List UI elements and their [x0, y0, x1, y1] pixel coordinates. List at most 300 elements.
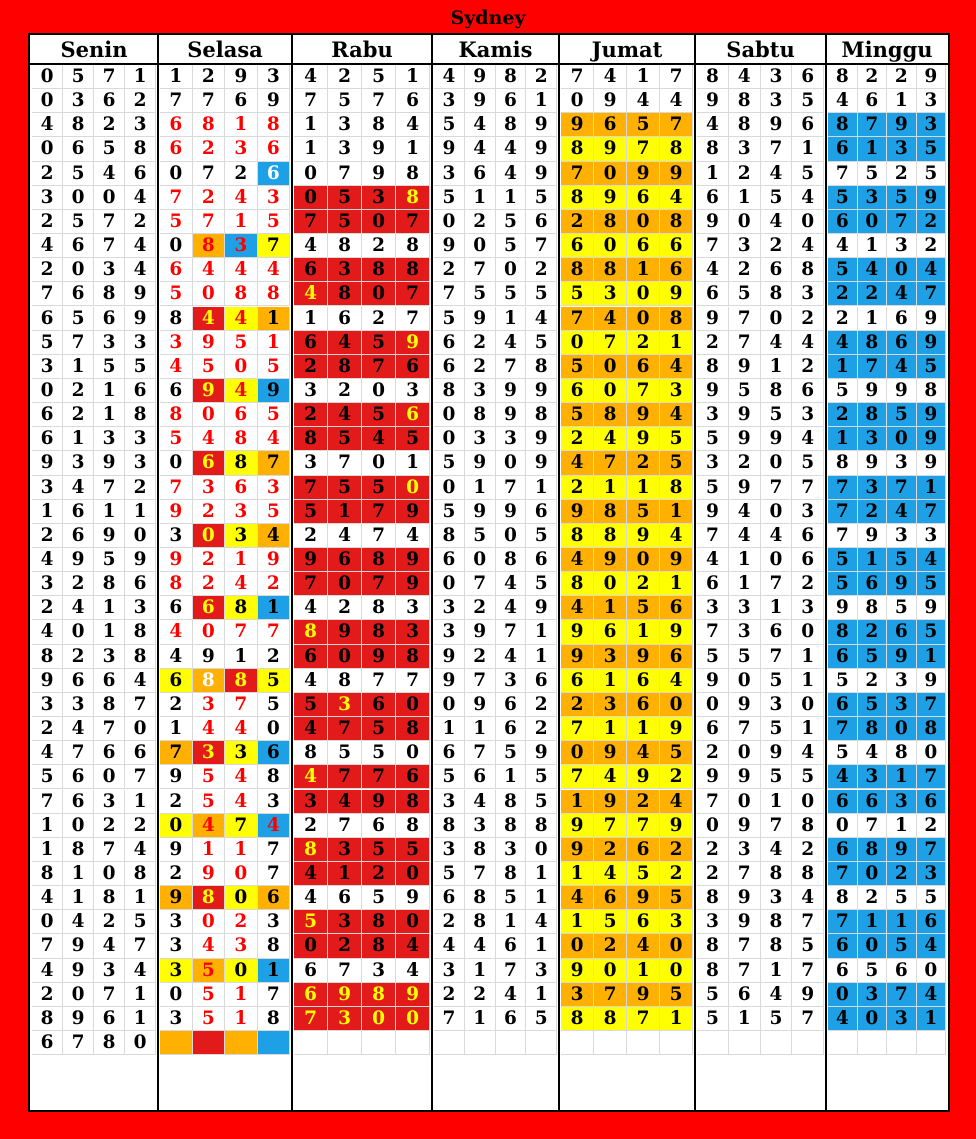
digit-cell: 8 [32, 645, 63, 669]
digit-cell: 8 [828, 886, 858, 910]
digit-cell: 7 [496, 620, 527, 644]
digit-cell: 6 [294, 258, 328, 282]
digit-cell: 6 [627, 186, 660, 210]
digit-cell: 8 [729, 113, 761, 137]
digit-cell: 9 [526, 162, 557, 186]
digit-cell: 1 [858, 548, 888, 572]
digit-cell: 3 [362, 959, 396, 983]
digit-cell: 8 [917, 379, 947, 403]
digit-cell: 3 [858, 186, 888, 210]
digit-cell: 4 [660, 790, 693, 814]
digit-cell: 3 [328, 693, 362, 717]
digit-cell: 9 [917, 65, 947, 89]
digit-cell: 5 [858, 162, 888, 186]
digit-cell: 0 [561, 934, 594, 958]
digit-cell: 9 [526, 379, 557, 403]
digit-cell: 5 [258, 210, 291, 234]
digit-cell: 4 [328, 790, 362, 814]
digit-cell: 7 [627, 814, 660, 838]
digit-cell: 1 [465, 476, 496, 500]
digit-cell: 3 [94, 258, 125, 282]
digit-cell: 3 [328, 137, 362, 161]
digit-cell: 9 [697, 89, 729, 113]
column-header-jumat: Jumat [559, 35, 695, 65]
digit-cell: 3 [328, 1007, 362, 1031]
digit-cell: 0 [792, 693, 824, 717]
digit-cell: 0 [729, 210, 761, 234]
digit-cell: 6 [465, 765, 496, 789]
digit-cell: 3 [160, 524, 193, 548]
digit-cell: 4 [496, 983, 527, 1007]
digit-cell: 3 [294, 451, 328, 475]
digit-cell: 5 [828, 669, 858, 693]
digit-cell: 8 [225, 282, 258, 306]
digit-cell: 3 [125, 451, 156, 475]
digit-cell: 6 [63, 669, 94, 693]
digit-cell: 2 [32, 983, 63, 1007]
digit-cell: 0 [627, 282, 660, 306]
digit-cell: 0 [697, 693, 729, 717]
digit-cell: 6 [761, 258, 793, 282]
digit-cell: 3 [594, 645, 627, 669]
digit-cell: 9 [125, 548, 156, 572]
digit-cell: 9 [887, 572, 917, 596]
digit-cell: 8 [294, 427, 328, 451]
digit-cell: 5 [496, 282, 527, 306]
digit-cell: 0 [434, 693, 465, 717]
digit-cell: 7 [561, 717, 594, 741]
digit-cell: 4 [828, 89, 858, 113]
digit-cell: 4 [328, 331, 362, 355]
digit-cell: 1 [887, 814, 917, 838]
digit-cell: 7 [258, 983, 291, 1007]
digit-cell: 7 [627, 1007, 660, 1031]
digit-cell: 5 [858, 959, 888, 983]
digit-cell: 4 [858, 741, 888, 765]
digit-cell: 8 [660, 307, 693, 331]
digit-cell: 9 [526, 427, 557, 451]
digit-cell: 1 [63, 886, 94, 910]
digit-cell: 8 [328, 669, 362, 693]
digit-cell: 3 [225, 741, 258, 765]
digit-cell: 7 [160, 476, 193, 500]
digit-cell: 5 [362, 741, 396, 765]
digit-cell: 4 [660, 89, 693, 113]
digit-cell: 5 [526, 1007, 557, 1031]
digit-cell: 4 [526, 307, 557, 331]
digit-cell: 2 [125, 210, 156, 234]
digit-cell: 1 [526, 934, 557, 958]
digit-cell: 2 [294, 403, 328, 427]
column-separator [291, 35, 293, 1110]
digit-cell: 8 [594, 403, 627, 427]
digit-cell: 5 [660, 741, 693, 765]
digit-cell: 9 [160, 886, 193, 910]
digit-cell: 9 [63, 548, 94, 572]
digit-cell: 5 [63, 307, 94, 331]
digit-cell: 8 [561, 137, 594, 161]
digit-cell: 9 [496, 500, 527, 524]
digit-cell: 0 [792, 790, 824, 814]
digit-cell: 9 [594, 137, 627, 161]
digit-cell: 6 [561, 669, 594, 693]
digit-cell: 4 [627, 934, 660, 958]
digit-cell: 3 [526, 959, 557, 983]
digit-cell: 6 [328, 307, 362, 331]
digit-cell: 2 [193, 500, 226, 524]
digit-cell: 1 [434, 717, 465, 741]
digit-cell [660, 1031, 693, 1055]
digit-cell: 7 [94, 210, 125, 234]
digit-cell: 2 [94, 910, 125, 934]
digit-cell: 6 [761, 620, 793, 644]
digit-cell: 7 [729, 934, 761, 958]
digit-cell: 8 [362, 258, 396, 282]
digit-cell: 9 [561, 838, 594, 862]
digit-cell: 9 [761, 741, 793, 765]
digit-cell [225, 1031, 258, 1055]
digit-cell: 4 [225, 258, 258, 282]
digit-cell: 7 [792, 1007, 824, 1031]
digit-cell: 0 [496, 451, 527, 475]
digit-cell: 6 [887, 620, 917, 644]
digit-cell: 6 [526, 500, 557, 524]
digit-cell: 7 [561, 65, 594, 89]
digit-cell [729, 1031, 761, 1055]
digit-cell: 1 [887, 765, 917, 789]
digit-cell: 3 [362, 186, 396, 210]
digit-cell: 7 [160, 186, 193, 210]
digit-cell: 6 [294, 645, 328, 669]
digit-cell: 1 [225, 838, 258, 862]
digit-cell: 8 [125, 620, 156, 644]
digit-cell: 0 [396, 1007, 430, 1031]
digit-cell: 3 [887, 790, 917, 814]
digit-cell: 4 [561, 596, 594, 620]
digit-cell: 5 [258, 355, 291, 379]
digit-cell: 0 [94, 862, 125, 886]
digit-cell: 4 [729, 524, 761, 548]
digit-cell: 4 [496, 572, 527, 596]
digit-cell: 2 [917, 234, 947, 258]
digit-cell: 5 [561, 403, 594, 427]
digit-cell: 4 [63, 476, 94, 500]
digit-cell: 6 [160, 669, 193, 693]
digit-cell: 9 [917, 307, 947, 331]
digit-cell: 1 [496, 186, 527, 210]
digit-cell: 8 [225, 451, 258, 475]
digit-cell: 4 [697, 113, 729, 137]
digit-cell: 7 [561, 765, 594, 789]
digit-cell: 6 [627, 838, 660, 862]
digit-cell: 6 [160, 137, 193, 161]
digit-cell: 5 [94, 137, 125, 161]
digit-cell: 9 [362, 162, 396, 186]
digit-cell: 9 [434, 645, 465, 669]
digit-cell: 7 [465, 741, 496, 765]
digit-cell: 8 [362, 620, 396, 644]
digit-cell: 0 [396, 476, 430, 500]
digit-cell: 0 [627, 210, 660, 234]
digit-cell: 1 [225, 210, 258, 234]
digit-cell: 6 [434, 355, 465, 379]
digit-cell: 4 [225, 186, 258, 210]
digit-cell: 8 [258, 282, 291, 306]
digit-cell: 2 [63, 572, 94, 596]
digit-cell: 6 [697, 186, 729, 210]
digit-cell: 8 [858, 331, 888, 355]
digit-cell: 5 [761, 403, 793, 427]
digit-cell: 7 [761, 476, 793, 500]
digit-cell: 7 [561, 162, 594, 186]
digit-cell: 0 [594, 162, 627, 186]
digit-cell: 3 [697, 596, 729, 620]
digit-cell: 4 [594, 65, 627, 89]
digit-cell: 2 [697, 741, 729, 765]
digit-cell: 7 [792, 910, 824, 934]
digit-cell: 4 [761, 524, 793, 548]
digit-cell: 4 [294, 717, 328, 741]
digit-cell: 7 [362, 89, 396, 113]
digit-cell: 8 [258, 113, 291, 137]
digit-cell: 7 [362, 765, 396, 789]
digit-cell: 4 [396, 934, 430, 958]
digit-cell: 9 [362, 790, 396, 814]
digit-cell: 8 [561, 572, 594, 596]
digit-cell: 4 [125, 838, 156, 862]
digit-cell: 4 [828, 1007, 858, 1031]
digit-cell: 1 [465, 717, 496, 741]
digit-cell [258, 1031, 291, 1055]
digit-cell: 1 [858, 234, 888, 258]
digit-cell: 9 [729, 427, 761, 451]
digit-cell: 8 [396, 186, 430, 210]
column-separator [157, 35, 159, 1110]
digit-cell: 3 [660, 910, 693, 934]
digit-cell: 0 [858, 934, 888, 958]
digit-cell: 6 [294, 983, 328, 1007]
digit-cell: 9 [697, 210, 729, 234]
digit-cell: 4 [627, 741, 660, 765]
digit-cell: 7 [917, 282, 947, 306]
digit-cell: 5 [396, 427, 430, 451]
digit-cell: 7 [94, 234, 125, 258]
digit-cell: 8 [697, 934, 729, 958]
digit-cell: 0 [761, 548, 793, 572]
digit-cell: 9 [125, 282, 156, 306]
digit-cell: 8 [362, 596, 396, 620]
digit-cell: 8 [594, 1007, 627, 1031]
digit-cell: 1 [225, 1007, 258, 1031]
digit-cell: 9 [225, 65, 258, 89]
digit-cell: 1 [258, 959, 291, 983]
digit-cell: 8 [63, 113, 94, 137]
digit-cell: 5 [362, 65, 396, 89]
digit-cell: 8 [160, 572, 193, 596]
digit-cell: 8 [160, 403, 193, 427]
digit-cell: 4 [294, 765, 328, 789]
digit-cell: 6 [496, 1007, 527, 1031]
digit-cell: 6 [63, 137, 94, 161]
digit-cell: 5 [160, 282, 193, 306]
digit-cell: 6 [792, 548, 824, 572]
digit-cell: 2 [32, 210, 63, 234]
digit-cell: 8 [594, 524, 627, 548]
digit-cell: 7 [828, 910, 858, 934]
digit-cell: 6 [258, 886, 291, 910]
digit-cell: 5 [294, 910, 328, 934]
digit-cell: 9 [594, 548, 627, 572]
digit-cell: 8 [362, 934, 396, 958]
column-separator [431, 35, 433, 1110]
digit-cell: 9 [362, 137, 396, 161]
digit-cell: 0 [828, 814, 858, 838]
digit-cell: 2 [660, 765, 693, 789]
digit-cell: 2 [125, 89, 156, 113]
digit-cell: 7 [362, 524, 396, 548]
digit-cell: 3 [434, 596, 465, 620]
digit-cell: 1 [465, 186, 496, 210]
digit-cell: 7 [193, 210, 226, 234]
digit-cell: 9 [125, 307, 156, 331]
digit-cell: 3 [125, 113, 156, 137]
digit-cell: 4 [63, 596, 94, 620]
digit-cell: 0 [858, 210, 888, 234]
digit-cell: 4 [697, 548, 729, 572]
digit-cell: 3 [63, 693, 94, 717]
digit-cell: 1 [294, 307, 328, 331]
digit-cell: 1 [63, 427, 94, 451]
digit-cell: 2 [887, 862, 917, 886]
digit-cell: 3 [32, 355, 63, 379]
digit-cell: 4 [496, 162, 527, 186]
digit-cell: 7 [160, 741, 193, 765]
digit-cell: 3 [225, 934, 258, 958]
digit-cell: 8 [362, 910, 396, 934]
digit-cell: 2 [63, 403, 94, 427]
digit-cell: 4 [917, 258, 947, 282]
digit-cell: 4 [594, 862, 627, 886]
digit-cell: 5 [465, 524, 496, 548]
digit-cell: 4 [328, 524, 362, 548]
digit-cell: 3 [434, 89, 465, 113]
digit-cell: 9 [594, 741, 627, 765]
digit-cell: 2 [887, 65, 917, 89]
digit-cell: 8 [761, 934, 793, 958]
digit-cell: 9 [792, 983, 824, 1007]
digit-cell: 1 [697, 162, 729, 186]
digit-cell: 9 [660, 620, 693, 644]
digit-cell: 7 [32, 934, 63, 958]
digit-cell: 8 [225, 427, 258, 451]
digit-cell: 9 [496, 403, 527, 427]
digit-cell: 2 [328, 596, 362, 620]
digit-cell: 3 [761, 886, 793, 910]
digit-cell [465, 1031, 496, 1055]
digit-cell: 8 [294, 741, 328, 765]
digit-cell: 4 [594, 307, 627, 331]
digit-cell: 9 [627, 886, 660, 910]
digit-cell: 6 [792, 113, 824, 137]
digit-cell: 4 [792, 186, 824, 210]
digit-cell: 9 [761, 113, 793, 137]
digit-cell: 9 [160, 548, 193, 572]
digit-cell: 3 [193, 693, 226, 717]
digit-cell: 8 [32, 862, 63, 886]
digit-cell: 4 [792, 741, 824, 765]
digit-cell: 1 [94, 403, 125, 427]
digit-cell: 3 [858, 427, 888, 451]
digit-cell: 6 [660, 596, 693, 620]
digit-cell: 1 [792, 669, 824, 693]
digit-cell: 9 [258, 89, 291, 113]
digit-cell: 3 [193, 741, 226, 765]
digit-cell: 4 [858, 258, 888, 282]
digit-cell: 9 [193, 331, 226, 355]
digit-cell: 8 [362, 548, 396, 572]
digit-cell: 8 [917, 717, 947, 741]
digit-cell: 9 [917, 427, 947, 451]
digit-cell: 5 [328, 210, 362, 234]
digit-cell [561, 1031, 594, 1055]
digit-cell: 0 [32, 89, 63, 113]
digit-cell: 3 [328, 258, 362, 282]
digit-cell: 1 [660, 500, 693, 524]
digit-cell: 0 [193, 524, 226, 548]
digit-cell: 0 [193, 282, 226, 306]
digit-cell: 7 [465, 258, 496, 282]
digit-cell: 5 [697, 476, 729, 500]
digit-cell: 1 [294, 113, 328, 137]
digit-cell: 1 [32, 838, 63, 862]
digit-cell: 3 [697, 451, 729, 475]
digit-cell: 2 [94, 113, 125, 137]
digit-cell: 3 [225, 524, 258, 548]
digit-cell: 0 [396, 693, 430, 717]
digit-cell: 9 [396, 983, 430, 1007]
digit-cell: 3 [125, 596, 156, 620]
digit-cell: 6 [561, 234, 594, 258]
digit-cell: 7 [294, 476, 328, 500]
digit-cell: 0 [858, 1007, 888, 1031]
digit-cell [697, 1031, 729, 1055]
digit-cell: 1 [258, 307, 291, 331]
digit-cell: 2 [697, 838, 729, 862]
digit-cell: 3 [917, 113, 947, 137]
digit-cell: 3 [917, 89, 947, 113]
digit-cell: 4 [63, 910, 94, 934]
digit-cell: 5 [160, 427, 193, 451]
digit-cell: 8 [761, 862, 793, 886]
digit-cell: 7 [32, 282, 63, 306]
digit-cell: 9 [729, 693, 761, 717]
digit-cell: 4 [294, 596, 328, 620]
digit-cell: 7 [63, 1031, 94, 1055]
digit-cell: 9 [258, 548, 291, 572]
digit-cell: 7 [258, 838, 291, 862]
digit-cell: 2 [328, 379, 362, 403]
digit-cell: 4 [193, 307, 226, 331]
digit-cell: 7 [328, 162, 362, 186]
digit-cell: 5 [887, 548, 917, 572]
digit-cell: 0 [917, 959, 947, 983]
digit-cell: 4 [225, 790, 258, 814]
digit-cell: 5 [328, 427, 362, 451]
digit-cell: 2 [193, 572, 226, 596]
digit-cell: 8 [660, 137, 693, 161]
digit-cell: 1 [125, 65, 156, 89]
digit-cell: 8 [761, 379, 793, 403]
